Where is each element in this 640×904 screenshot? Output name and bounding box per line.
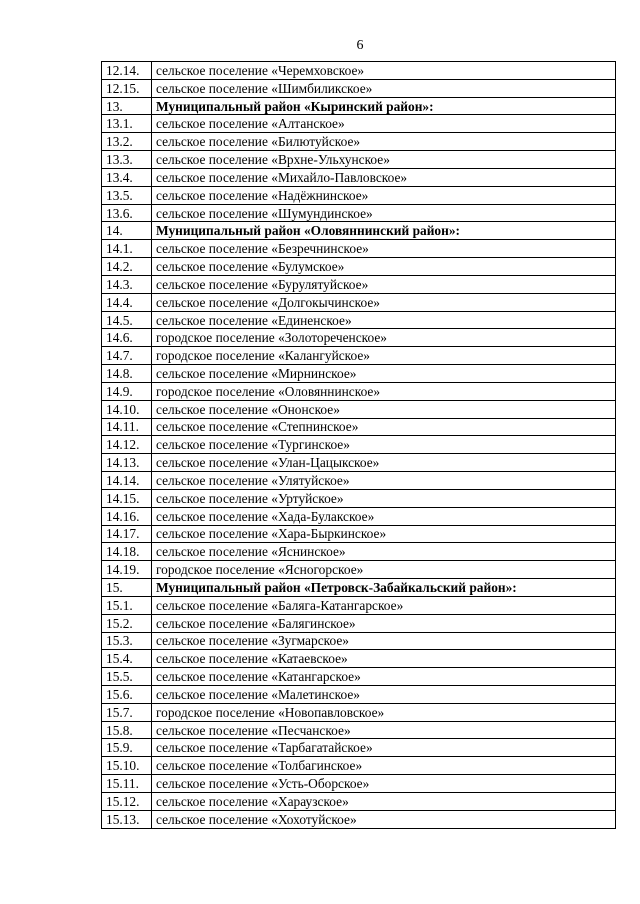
row-number: 14.6. [102,329,152,347]
table-row [102,436,616,454]
row-number: 14.3. [102,275,152,293]
row-number: 13.4. [102,168,152,186]
table-row [102,561,616,579]
row-number: 15.1. [102,596,152,614]
row-number: 14.11. [102,418,152,436]
settlement-name: сельское поселение «Ононское» [152,400,616,418]
settlement-name: сельское поселение «Билютуйское» [152,133,616,151]
settlement-name: городское поселение «Калангуйское» [152,347,616,365]
table-row [102,62,616,80]
settlement-name: сельское поселение «Улан-Цацыкское» [152,454,616,472]
row-number: 14.7. [102,347,152,365]
row-number: 14.14. [102,472,152,490]
table-row [102,792,616,810]
table-row [102,703,616,721]
table-row [102,632,616,650]
table-row [102,311,616,329]
row-number: 13.2. [102,133,152,151]
table-row [102,258,616,276]
settlement-name: сельское поселение «Хараузское» [152,792,616,810]
settlement-name: сельское поселение «Тарбагатайское» [152,739,616,757]
row-number: 15.5. [102,668,152,686]
table-row [102,507,616,525]
settlement-name: сельское поселение «Хохотуйское» [152,810,616,828]
row-number: 15.8. [102,721,152,739]
row-number: 14.2. [102,258,152,276]
settlement-name: сельское поселение «Хада-Булакское» [152,507,616,525]
row-number: 15.2. [102,614,152,632]
row-number: 14.8. [102,365,152,383]
row-number: 13. [102,97,152,115]
settlement-name: сельское поселение «Зугмарское» [152,632,616,650]
settlement-name: сельское поселение «Песчанское» [152,721,616,739]
settlement-name: сельское поселение «Булумское» [152,258,616,276]
row-number: 14.4. [102,293,152,311]
district-name: Муниципальный район «Петровск-Забайкальский район»: [152,579,616,597]
table-row [102,275,616,293]
table-row [102,400,616,418]
settlement-name: сельское поселение «Уртуйское» [152,489,616,507]
settlement-name: сельское поселение «Врхне-Ульхунское» [152,151,616,169]
table-row [102,454,616,472]
settlement-name: сельское поселение «Малетинское» [152,685,616,703]
row-number: 13.1. [102,115,152,133]
row-number: 14.9. [102,382,152,400]
settlement-name: сельское поселение «Долгокычинское» [152,293,616,311]
row-number: 15. [102,579,152,597]
settlement-name: сельское поселение «Шумундинское» [152,204,616,222]
row-number: 15.7. [102,703,152,721]
settlement-name: сельское поселение «Шимбиликское» [152,79,616,97]
row-number: 15.13. [102,810,152,828]
district-heading-row [102,579,616,597]
settlement-name: сельское поселение «Катаевское» [152,650,616,668]
settlement-name: сельское поселение «Яснинское» [152,543,616,561]
row-number: 15.11. [102,775,152,793]
table-row [102,614,616,632]
table-row [102,685,616,703]
row-number: 14.19. [102,561,152,579]
table-row [102,133,616,151]
settlement-name: сельское поселение «Бурулятуйское» [152,275,616,293]
row-number: 15.9. [102,739,152,757]
settlement-name: сельское поселение «Тургинское» [152,436,616,454]
settlement-name: городское поселение «Новопавловское» [152,703,616,721]
table-row [102,79,616,97]
row-number: 15.10. [102,757,152,775]
table-row [102,668,616,686]
table-row [102,382,616,400]
table-row [102,186,616,204]
settlement-name: сельское поселение «Усть-Оборское» [152,775,616,793]
district-heading-row [102,222,616,240]
row-number: 14.12. [102,436,152,454]
settlements-table [101,61,616,829]
table-row [102,775,616,793]
row-number: 12.15. [102,79,152,97]
table-row [102,489,616,507]
settlement-name: сельское поселение «Надёжнинское» [152,186,616,204]
table-row [102,650,616,668]
table-row [102,329,616,347]
table-row [102,757,616,775]
settlement-name: сельское поселение «Единенское» [152,311,616,329]
row-number: 14.16. [102,507,152,525]
settlement-name: сельское поселение «Михайло-Павловское» [152,168,616,186]
settlement-name: сельское поселение «Катангарское» [152,668,616,686]
settlement-name: сельское поселение «Мирнинское» [152,365,616,383]
settlement-name: сельское поселение «Балягинское» [152,614,616,632]
settlement-name: сельское поселение «Хара-Быркинское» [152,525,616,543]
page-number: 6 [356,38,364,53]
settlement-name: городское поселение «Золотореченское» [152,329,616,347]
settlement-name: сельское поселение «Толбагинское» [152,757,616,775]
table-row [102,365,616,383]
row-number: 14.10. [102,400,152,418]
settlement-name: сельское поселение «Улятуйское» [152,472,616,490]
row-number: 14.18. [102,543,152,561]
table-row [102,418,616,436]
table-row [102,240,616,258]
row-number: 14.13. [102,454,152,472]
row-number: 15.6. [102,685,152,703]
district-name: Муниципальный район «Оловяннинский район»: [152,222,616,240]
row-number: 14.5. [102,311,152,329]
table-row [102,543,616,561]
row-number: 12.14. [102,62,152,80]
row-number: 14.1. [102,240,152,258]
table-row [102,115,616,133]
settlement-name: сельское поселение «Баляга-Катангарское» [152,596,616,614]
table-row [102,721,616,739]
row-number: 13.6. [102,204,152,222]
district-heading-row [102,97,616,115]
table-row [102,168,616,186]
settlement-name: сельское поселение «Степнинское» [152,418,616,436]
settlement-name: городское поселение «Оловяннинское» [152,382,616,400]
settlement-name: сельское поселение «Алтанское» [152,115,616,133]
table-row [102,739,616,757]
table-row [102,293,616,311]
row-number: 14.15. [102,489,152,507]
table-row [102,525,616,543]
table-row [102,596,616,614]
row-number: 15.12. [102,792,152,810]
row-number: 13.3. [102,151,152,169]
row-number: 13.5. [102,186,152,204]
settlements-table-body [102,62,616,829]
table-row [102,151,616,169]
row-number: 14.17. [102,525,152,543]
district-name: Муниципальный район «Кыринский район»: [152,97,616,115]
settlement-name: городское поселение «Ясногорское» [152,561,616,579]
row-number: 15.4. [102,650,152,668]
row-number: 14. [102,222,152,240]
row-number: 15.3. [102,632,152,650]
table-row [102,810,616,828]
table-row [102,472,616,490]
table-row [102,347,616,365]
settlement-name: сельское поселение «Черемховское» [152,62,616,80]
table-row [102,204,616,222]
settlement-name: сельское поселение «Безречнинское» [152,240,616,258]
